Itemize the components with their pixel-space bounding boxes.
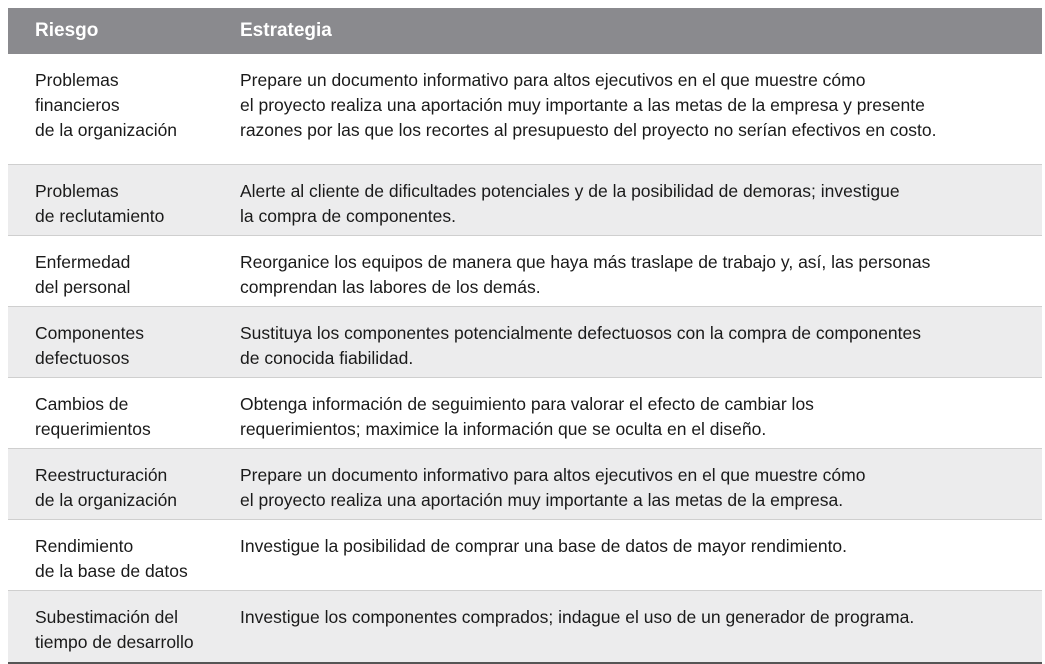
table-header: [8, 8, 1042, 54]
strategy-cell: Alerte al cliente de dificultades potenciales y de la posibilidad de demoras; investigue la compra de componentes.: [212, 165, 1042, 236]
strategy-cell: Investigue los componentes comprados; indague el uso de un generador de programa.: [212, 591, 1042, 663]
risk-cell: Rendimiento de la base de datos: [8, 520, 212, 591]
risk-cell: Subestimación del tiempo de desarrollo: [8, 591, 212, 663]
risk-cell: Problemas de reclutamiento: [8, 165, 212, 236]
table-row: [8, 307, 1042, 378]
table-row: [8, 165, 1042, 236]
strategy-cell: Reorganice los equipos de manera que haya más traslape de trabajo y, así, las personas comprendan las labores de los demás.: [212, 236, 1042, 307]
header-strategy: Estrategia: [240, 20, 332, 41]
table-row: [8, 449, 1042, 520]
strategy-cell: Investigue la posibilidad de comprar una base de datos de mayor rendimiento.: [212, 520, 1042, 591]
table-row: [8, 236, 1042, 307]
risk-cell: Cambios de requerimientos: [8, 378, 212, 449]
table-body: [8, 54, 1042, 662]
strategy-cell: Prepare un documento informativo para altos ejecutivos en el que muestre cómo el proyecto realiza una aportación muy importante a las metas de la empresa y presente razones por las que los recortes al presupuesto del proyecto no serían efectivos en costo.: [240, 70, 937, 140]
table-row: [8, 378, 1042, 449]
table-row: [8, 54, 1042, 165]
strategy-cell: Obtenga información de seguimiento para valorar el efecto de cambiar los requerimientos; maximice la información que se oculta en el diseño.: [212, 378, 1042, 449]
strategy-cell: Sustituya los componentes potencialmente defectuosos con la compra de componentes de conocida fiabilidad.: [212, 307, 1042, 378]
strategy-cell: Prepare un documento informativo para altos ejecutivos en el que muestre cómo el proyecto realiza una aportación muy importante a las metas de la empresa.: [212, 449, 1042, 520]
risk-strategy-table-container: [8, 8, 1042, 664]
table-row: [8, 520, 1042, 591]
risk-cell: Problemas financieros de la organización: [35, 70, 178, 140]
risk-cell: Enfermedad del personal: [8, 236, 212, 307]
header-risk: Riesgo: [35, 20, 99, 41]
risk-cell: Reestructuración de la organización: [8, 449, 212, 520]
header-row: [8, 8, 1042, 54]
table-row: [8, 591, 1042, 663]
risk-cell: Componentes defectuosos: [8, 307, 212, 378]
risk-strategy-table: [8, 8, 1042, 662]
